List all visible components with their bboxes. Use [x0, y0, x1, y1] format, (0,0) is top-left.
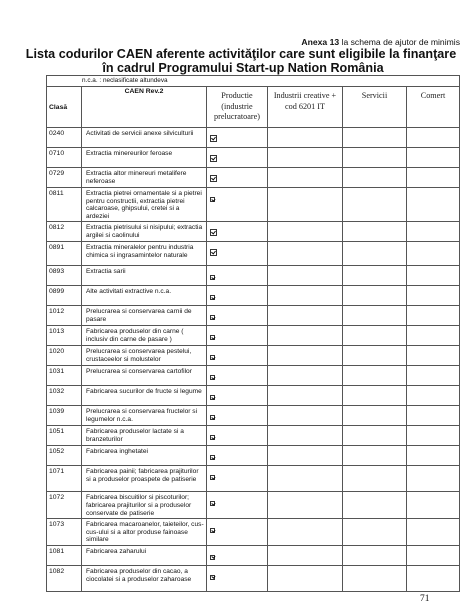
- productie-cell: [207, 128, 268, 148]
- servicii-cell: [343, 545, 407, 565]
- annex-label: [301, 37, 460, 47]
- comert-cell: [407, 148, 460, 168]
- row-description: Fabricarea sucurilor de fructe si legume: [82, 386, 207, 406]
- row-code: 1072: [47, 492, 82, 519]
- productie-cell: [207, 266, 268, 286]
- comert-cell: [407, 286, 460, 306]
- table-row: [47, 446, 460, 466]
- row-code: 1031: [47, 366, 82, 386]
- row-code: 0710: [47, 148, 82, 168]
- header-comert-label: Comert: [420, 91, 446, 100]
- servicii-cell: [343, 406, 407, 426]
- checkbox-checked-icon: [210, 155, 217, 162]
- header-industrii-label: Industrii creative + cod 6201 IT: [273, 91, 337, 111]
- table-row: [47, 242, 460, 266]
- productie-cell: [207, 519, 268, 546]
- table-row: [47, 492, 460, 519]
- table-row: [47, 545, 460, 565]
- comert-cell: [407, 519, 460, 546]
- checkbox-checked-icon: [210, 475, 215, 480]
- industrii-cell: [268, 242, 343, 266]
- checkbox-checked-icon: [210, 295, 215, 300]
- row-code: 1073: [47, 519, 82, 546]
- checkbox-checked-icon: [210, 275, 215, 280]
- row-code: 1071: [47, 466, 82, 492]
- industrii-cell: [268, 565, 343, 591]
- industrii-cell: [268, 168, 343, 188]
- row-code: 0899: [47, 286, 82, 306]
- row-description: Prelucrarea si conservarea pestelui, crustaceelor si molustelor: [82, 346, 207, 366]
- industrii-cell: [268, 386, 343, 406]
- industrii-cell: [268, 128, 343, 148]
- comert-cell: [407, 386, 460, 406]
- servicii-cell: [343, 306, 407, 326]
- row-code: 1013: [47, 326, 82, 346]
- checkbox-checked-icon: [210, 435, 215, 440]
- row-description: Extractia mineralelor pentru industria chimica si ingrasamintelor naturale: [82, 242, 207, 266]
- header-caen: [82, 87, 207, 128]
- servicii-cell: [343, 346, 407, 366]
- row-description: Activitati de servicii anexe silviculturii: [82, 128, 207, 148]
- table-row: [47, 306, 460, 326]
- productie-cell: [207, 242, 268, 266]
- header-row: [47, 87, 460, 128]
- servicii-cell: [343, 446, 407, 466]
- comert-cell: [407, 545, 460, 565]
- row-description: Fabricarea biscuitilor si piscoturilor; fabricarea prajiturilor si a produselor conservate de patiserie: [82, 492, 207, 519]
- productie-cell: [207, 326, 268, 346]
- annex-text: la schema de ajutor de minimis: [341, 37, 460, 47]
- checkbox-checked-icon: [210, 197, 215, 202]
- checkbox-checked-icon: [210, 135, 217, 142]
- comert-cell: [407, 188, 460, 222]
- servicii-cell: [343, 266, 407, 286]
- row-code: 1020: [47, 346, 82, 366]
- row-code: 1082: [47, 565, 82, 591]
- page-number: 71: [420, 594, 430, 604]
- row-code: 1051: [47, 426, 82, 446]
- productie-cell: [207, 222, 268, 242]
- row-code: 0811: [47, 188, 82, 222]
- productie-cell: [207, 306, 268, 326]
- checkbox-checked-icon: [210, 175, 217, 182]
- comert-cell: [407, 128, 460, 148]
- caen-table: [46, 75, 460, 592]
- comert-cell: [407, 492, 460, 519]
- row-code: 0240: [47, 128, 82, 148]
- row-description: Fabricarea macaroanelor, taieteilor, cus-cus-ului si a altor produse fainoase similare: [82, 519, 207, 546]
- header-productie: [207, 87, 268, 128]
- checkbox-checked-icon: [210, 395, 215, 400]
- row-code: 0812: [47, 222, 82, 242]
- header-industrii: [268, 87, 343, 128]
- checkbox-checked-icon: [210, 528, 215, 533]
- table-row: [47, 266, 460, 286]
- comert-cell: [407, 306, 460, 326]
- industrii-cell: [268, 306, 343, 326]
- servicii-cell: [343, 188, 407, 222]
- table-row: [47, 565, 460, 591]
- servicii-cell: [343, 466, 407, 492]
- checkbox-checked-icon: [210, 415, 215, 420]
- title-line-2: în cadrul Programului Start-up Nation România: [102, 60, 384, 75]
- servicii-cell: [343, 426, 407, 446]
- productie-cell: [207, 406, 268, 426]
- table-row: [47, 148, 460, 168]
- servicii-cell: [343, 366, 407, 386]
- title-line-1: Lista codurilor CAEN aferente activităţilor care sunt eligibile la finanţare: [25, 47, 457, 61]
- nca-note: n.c.a. : neclasificate altundeva: [47, 76, 460, 87]
- productie-cell: [207, 148, 268, 168]
- header-caen-label: CAEN Rev.2: [124, 88, 164, 95]
- industrii-cell: [268, 286, 343, 306]
- row-description: Extractia minereurilor feroase: [82, 148, 207, 168]
- checkbox-checked-icon: [210, 249, 217, 256]
- checkbox-checked-icon: [210, 375, 215, 380]
- row-description: Fabricarea painii; fabricarea prajiturilor si a produselor proaspete de patiserie: [82, 466, 207, 492]
- comert-cell: [407, 426, 460, 446]
- productie-cell: [207, 286, 268, 306]
- checkbox-checked-icon: [210, 455, 215, 460]
- row-description: Prelucrarea si conservarea cartofilor: [82, 366, 207, 386]
- header-clasa: Clasă: [47, 87, 82, 128]
- row-code: 1032: [47, 386, 82, 406]
- table-row: [47, 168, 460, 188]
- comert-cell: [407, 466, 460, 492]
- comert-cell: [407, 366, 460, 386]
- row-code: 0729: [47, 168, 82, 188]
- row-description: Fabricarea produselor lactate si a branzeturilor: [82, 426, 207, 446]
- table-row: [47, 519, 460, 546]
- note-row: [47, 76, 460, 87]
- row-description: Alte activitati extractive n.c.a.: [82, 286, 207, 306]
- servicii-cell: [343, 242, 407, 266]
- industrii-cell: [268, 188, 343, 222]
- comert-cell: [407, 346, 460, 366]
- row-description: Extractia sarii: [82, 266, 207, 286]
- table-row: [47, 128, 460, 148]
- row-code: 1052: [47, 446, 82, 466]
- industrii-cell: [268, 545, 343, 565]
- row-code: 1081: [47, 545, 82, 565]
- checkbox-checked-icon: [210, 575, 215, 580]
- table-row: [47, 222, 460, 242]
- table-row: [47, 326, 460, 346]
- industrii-cell: [268, 406, 343, 426]
- annex-number: Anexa 13: [301, 37, 340, 47]
- row-description: Prelucrarea si conservarea carnii de pasare: [82, 306, 207, 326]
- table-row: [47, 346, 460, 366]
- header-servicii: [343, 87, 407, 128]
- servicii-cell: [343, 148, 407, 168]
- productie-cell: [207, 168, 268, 188]
- table-row: [47, 386, 460, 406]
- row-description: Fabricarea produselor din cacao, a ciocolatei si a produselor zaharoase: [82, 565, 207, 591]
- table-row: [47, 366, 460, 386]
- header-productie-label: Productie (industrie prelucratoare): [214, 91, 260, 121]
- comert-cell: [407, 242, 460, 266]
- checkbox-checked-icon: [210, 555, 215, 560]
- header-comert: [407, 87, 460, 128]
- comert-cell: [407, 266, 460, 286]
- comert-cell: [407, 446, 460, 466]
- productie-cell: [207, 446, 268, 466]
- table-row: [47, 188, 460, 222]
- checkbox-checked-icon: [210, 335, 215, 340]
- industrii-cell: [268, 148, 343, 168]
- comert-cell: [407, 406, 460, 426]
- servicii-cell: [343, 519, 407, 546]
- productie-cell: [207, 346, 268, 366]
- comert-cell: [407, 168, 460, 188]
- comert-cell: [407, 222, 460, 242]
- servicii-cell: [343, 326, 407, 346]
- row-description: Prelucrarea si conservarea fructelor si legumelor n.c.a.: [82, 406, 207, 426]
- industrii-cell: [268, 346, 343, 366]
- table-row: [47, 426, 460, 446]
- header-servicii-label: Servicii: [361, 91, 388, 100]
- productie-cell: [207, 466, 268, 492]
- productie-cell: [207, 426, 268, 446]
- servicii-cell: [343, 128, 407, 148]
- row-code: 1039: [47, 406, 82, 426]
- industrii-cell: [268, 222, 343, 242]
- row-description: Extractia pietrei ornamentale si a pietrei pentru constructii, extractia pietrei calcaroase, ghipsului, cretei si a ardeziei: [82, 188, 207, 222]
- industrii-cell: [268, 426, 343, 446]
- table-row: [47, 466, 460, 492]
- productie-cell: [207, 565, 268, 591]
- row-code: 0893: [47, 266, 82, 286]
- comert-cell: [407, 565, 460, 591]
- productie-cell: [207, 188, 268, 222]
- industrii-cell: [268, 446, 343, 466]
- servicii-cell: [343, 492, 407, 519]
- productie-cell: [207, 366, 268, 386]
- row-description: Extractia altor minereuri metalifere neferoase: [82, 168, 207, 188]
- row-code: 0891: [47, 242, 82, 266]
- row-code: 1012: [47, 306, 82, 326]
- industrii-cell: [268, 366, 343, 386]
- industrii-cell: [268, 519, 343, 546]
- row-description: Extractia pietrisului si nisipului; extractia argilei si caolinului: [82, 222, 207, 242]
- checkbox-checked-icon: [210, 229, 217, 236]
- industrii-cell: [268, 492, 343, 519]
- table-body: [47, 128, 460, 592]
- row-description: Fabricarea inghetatei: [82, 446, 207, 466]
- industrii-cell: [268, 266, 343, 286]
- table-row: [47, 286, 460, 306]
- industrii-cell: [268, 466, 343, 492]
- table-row: [47, 406, 460, 426]
- servicii-cell: [343, 386, 407, 406]
- checkbox-checked-icon: [210, 355, 215, 360]
- comert-cell: [407, 326, 460, 346]
- industrii-cell: [268, 326, 343, 346]
- checkbox-checked-icon: [210, 315, 215, 320]
- page-title: [0, 48, 474, 75]
- row-description: Fabricarea zaharului: [82, 545, 207, 565]
- productie-cell: [207, 545, 268, 565]
- servicii-cell: [343, 565, 407, 591]
- row-description: Fabricarea produselor din carne ( inclusiv din carne de pasare ): [82, 326, 207, 346]
- servicii-cell: [343, 168, 407, 188]
- checkbox-checked-icon: [210, 501, 215, 506]
- productie-cell: [207, 492, 268, 519]
- productie-cell: [207, 386, 268, 406]
- servicii-cell: [343, 222, 407, 242]
- servicii-cell: [343, 286, 407, 306]
